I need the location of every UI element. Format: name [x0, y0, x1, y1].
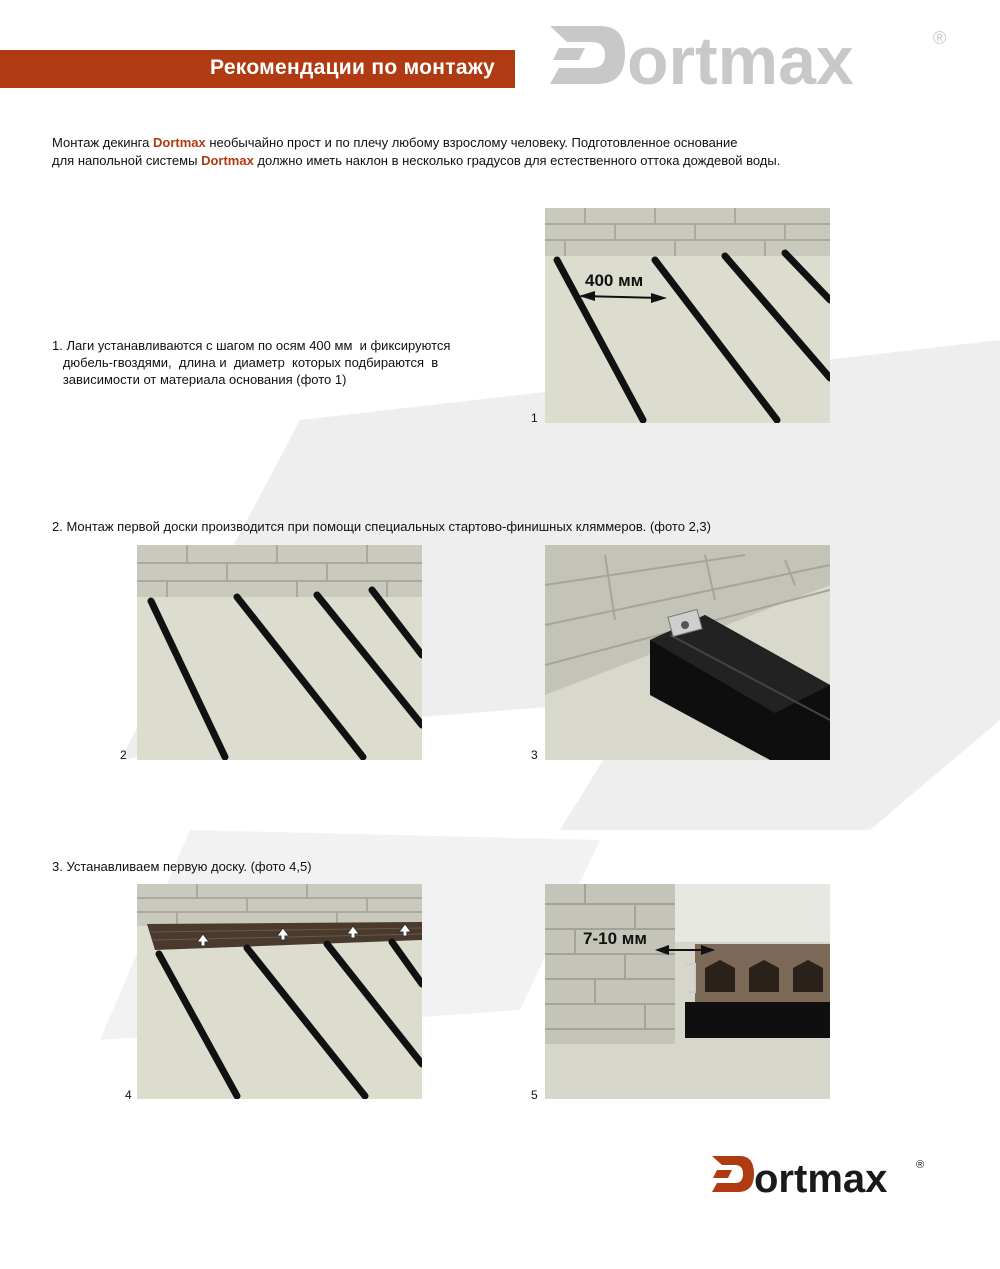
intro-brand-2: Dortmax [201, 153, 254, 168]
intro-brand-1: Dortmax [152, 135, 206, 150]
logo-top-text: ortmax [627, 23, 854, 93]
header-bar [0, 50, 515, 88]
step1-text: 1. Лаги устанавливаются с шагом по осям 400 мм и фиксируются дюбель-гвоздями, длина и диаметр которых подбираются в зависимости от материала основания (фото 1) [52, 338, 451, 387]
dortmax-logo-bottom [710, 1152, 930, 1198]
photo-1 [545, 208, 830, 423]
photo-3-number: 3 [531, 748, 538, 762]
photo-4 [137, 884, 422, 1099]
photo-1-label: 400 мм [585, 271, 644, 290]
logo-bottom-text: ortmax [754, 1157, 888, 1198]
photo-1-number: 1 [531, 411, 538, 425]
photo-5 [545, 884, 830, 1099]
photo-2-number: 2 [120, 748, 127, 762]
dortmax-logo-top [545, 18, 950, 93]
photo-3 [545, 545, 830, 760]
logo-top-registered: ® [933, 28, 947, 48]
photo-2 [137, 545, 422, 760]
step2-text: 2. Монтаж первой доски производится при помощи специальных стартово-финишных кляммеров. (фото 2,3) [52, 519, 711, 534]
page-title: Рекомендации по монтажу [210, 56, 495, 79]
step3-text: 3. Устанавливаем первую доску. (фото 4,5) [52, 859, 312, 874]
intro-text: Монтаж декинга Dortmax необычайно прост и по плечу любому взрослому человеку. Подготовленное основание для напольной системы Dortmax должно иметь наклон в несколько градусов для естественного оттока дождевой воды. [52, 135, 781, 168]
photo-5-number: 5 [531, 1088, 538, 1102]
photo-5-label: 7-10 мм [583, 929, 647, 948]
photo-4-number: 4 [125, 1088, 132, 1102]
logo-bottom-registered: ® [916, 1159, 925, 1171]
